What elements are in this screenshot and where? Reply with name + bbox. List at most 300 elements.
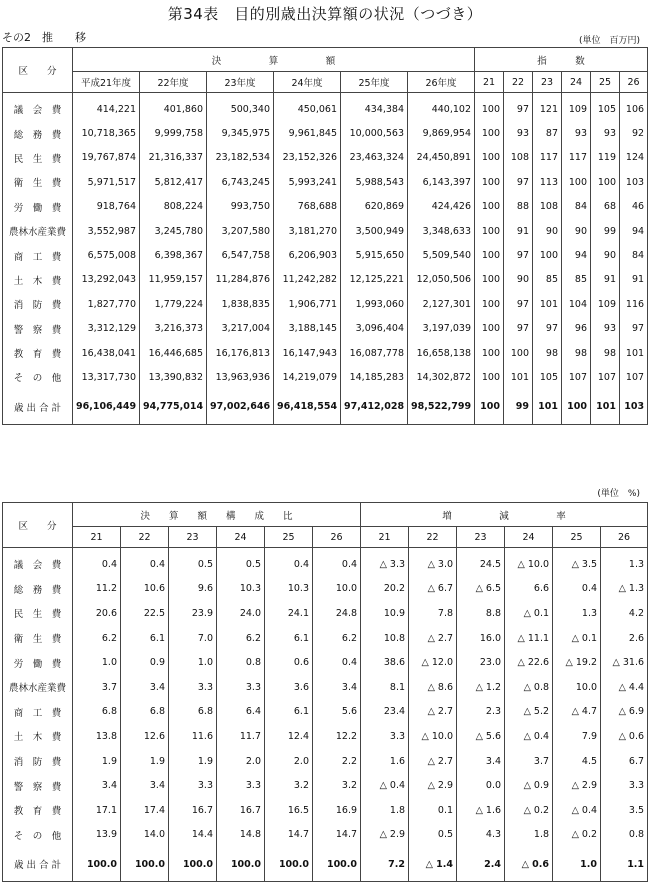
data-cell: 85: [533, 268, 562, 292]
column-header: 21: [73, 527, 121, 548]
data-cell: 3,188,145: [274, 317, 341, 341]
total-row: [3, 390, 648, 425]
data-cell: 98: [591, 341, 620, 365]
row-label: 土 木 費: [3, 724, 73, 749]
data-cell: 3,197,039: [408, 317, 475, 341]
data-cell: 121: [533, 93, 562, 122]
data-cell: 0.5: [217, 548, 265, 577]
data-cell: 434,384: [341, 93, 408, 122]
table-row: [3, 650, 648, 675]
data-cell: 90: [504, 268, 533, 292]
data-cell: 1.0: [73, 650, 121, 675]
data-cell: 14.4: [169, 823, 217, 848]
column-header: 23: [169, 527, 217, 548]
data-cell: 10.8: [361, 626, 409, 651]
amount-group-header: 決 算 額: [73, 48, 475, 72]
data-cell: △ 0.4: [553, 798, 601, 823]
data-cell: 94: [562, 243, 591, 267]
data-cell: 6,143,397: [408, 170, 475, 194]
data-cell: 3,552,987: [73, 219, 140, 243]
data-cell: 100: [475, 317, 504, 341]
data-cell: 6.2: [217, 626, 265, 651]
data-cell: 103: [620, 390, 648, 425]
data-cell: 107: [591, 365, 620, 389]
data-cell: 108: [533, 195, 562, 219]
data-cell: △ 1.2: [457, 675, 505, 700]
data-cell: 14.8: [217, 823, 265, 848]
data-cell: 7.9: [553, 724, 601, 749]
row-label: 消 防 費: [3, 292, 73, 316]
data-cell: 98,522,799: [408, 390, 475, 425]
data-cell: 3.2: [313, 773, 361, 798]
kubun-header: 区 分: [3, 503, 73, 548]
data-cell: 94: [620, 219, 648, 243]
row-label: 消 防 費: [3, 749, 73, 774]
data-cell: 0.5: [169, 548, 217, 577]
row-label: 総 務 費: [3, 121, 73, 145]
data-cell: 105: [591, 93, 620, 122]
data-cell: 3.3: [169, 675, 217, 700]
row-label: 農林水産業費: [3, 219, 73, 243]
data-cell: 3,312,129: [73, 317, 140, 341]
data-cell: 21,316,337: [140, 146, 207, 170]
data-cell: 1,906,771: [274, 292, 341, 316]
data-cell: 6,547,758: [207, 243, 274, 267]
data-cell: △ 0.4: [361, 773, 409, 798]
table-row: [3, 341, 648, 365]
column-header: 25: [265, 527, 313, 548]
data-cell: 3,217,004: [207, 317, 274, 341]
data-cell: 97: [504, 243, 533, 267]
data-cell: 1.9: [169, 749, 217, 774]
data-cell: 6,398,367: [140, 243, 207, 267]
data-cell: 23,182,534: [207, 146, 274, 170]
data-cell: △ 4.4: [601, 675, 648, 700]
table-row: [3, 601, 648, 626]
data-cell: 3.4: [121, 675, 169, 700]
table-row: [3, 823, 648, 848]
data-cell: 0.4: [73, 548, 121, 577]
table-row: [3, 749, 648, 774]
table-row: [3, 93, 648, 122]
data-cell: △ 0.6: [601, 724, 648, 749]
table-row: [3, 292, 648, 316]
row-label: 議 会 費: [3, 93, 73, 122]
data-cell: 12,050,506: [408, 268, 475, 292]
data-cell: 100: [475, 146, 504, 170]
data-cell: 6.1: [121, 626, 169, 651]
data-cell: 106: [620, 93, 648, 122]
row-label: 衛 生 費: [3, 170, 73, 194]
column-header: 平成21年度: [73, 72, 140, 93]
data-cell: 100: [475, 365, 504, 389]
data-cell: 6.8: [121, 700, 169, 725]
data-cell: 3,216,373: [140, 317, 207, 341]
data-cell: 101: [591, 390, 620, 425]
data-cell: 23.9: [169, 601, 217, 626]
change-group-header: 増 減 率: [361, 503, 648, 527]
data-cell: 3.4: [121, 773, 169, 798]
row-label: 教 育 費: [3, 798, 73, 823]
data-cell: 101: [620, 341, 648, 365]
data-cell: 3,207,580: [207, 219, 274, 243]
data-cell: △ 2.7: [409, 626, 457, 651]
data-cell: 7.2: [361, 847, 409, 882]
data-cell: 109: [562, 93, 591, 122]
data-cell: 16,147,943: [274, 341, 341, 365]
data-cell: 98: [533, 341, 562, 365]
total-row: [3, 847, 648, 882]
data-cell: 4.2: [601, 601, 648, 626]
data-cell: 0.4: [121, 548, 169, 577]
data-cell: 105: [533, 365, 562, 389]
data-cell: 16,087,778: [341, 341, 408, 365]
data-cell: 0.0: [457, 773, 505, 798]
data-cell: 3,245,780: [140, 219, 207, 243]
data-cell: 23,463,324: [341, 146, 408, 170]
data-cell: 8.8: [457, 601, 505, 626]
data-cell: 4.5: [553, 749, 601, 774]
data-cell: 3.3: [217, 675, 265, 700]
data-cell: 103: [620, 170, 648, 194]
data-cell: 3.3: [601, 773, 648, 798]
data-cell: 1.0: [553, 847, 601, 882]
data-cell: 97,002,646: [207, 390, 274, 425]
data-cell: 11.6: [169, 724, 217, 749]
data-cell: 6.6: [505, 577, 553, 602]
data-cell: 93: [504, 121, 533, 145]
data-cell: △ 0.1: [505, 601, 553, 626]
table-row: [3, 724, 648, 749]
data-cell: 97: [504, 292, 533, 316]
column-header: 23: [533, 72, 562, 93]
page-title: 第34表 目的別歳出決算額の状況（つづき）: [167, 5, 483, 23]
data-cell: △ 31.6: [601, 650, 648, 675]
data-cell: 91: [591, 268, 620, 292]
data-cell: 12.6: [121, 724, 169, 749]
column-header: 23年度: [207, 72, 274, 93]
data-cell: 107: [620, 365, 648, 389]
data-cell: 3,348,633: [408, 219, 475, 243]
data-cell: △ 5.6: [457, 724, 505, 749]
data-cell: 97: [504, 93, 533, 122]
data-cell: 5,971,517: [73, 170, 140, 194]
data-cell: 12,125,221: [341, 268, 408, 292]
data-cell: △ 4.7: [553, 700, 601, 725]
data-cell: 16,658,138: [408, 341, 475, 365]
data-cell: 1.1: [601, 847, 648, 882]
table-row: [3, 268, 648, 292]
column-header: 22: [121, 527, 169, 548]
column-header: 22: [504, 72, 533, 93]
data-cell: 119: [591, 146, 620, 170]
data-cell: 13.9: [73, 823, 121, 848]
data-cell: 92: [620, 121, 648, 145]
data-cell: 84: [620, 243, 648, 267]
column-header: 21: [361, 527, 409, 548]
data-cell: 3.3: [169, 773, 217, 798]
data-cell: △ 5.2: [505, 700, 553, 725]
data-cell: 5,915,650: [341, 243, 408, 267]
table-row: [3, 365, 648, 389]
data-cell: △ 10.0: [409, 724, 457, 749]
data-cell: 12.2: [313, 724, 361, 749]
row-label: 歳 出 合 計: [3, 390, 73, 425]
data-cell: 9,999,758: [140, 121, 207, 145]
data-cell: 100.0: [169, 847, 217, 882]
data-cell: 2.6: [601, 626, 648, 651]
data-cell: 93: [591, 317, 620, 341]
column-header: 22年度: [140, 72, 207, 93]
data-cell: 6.8: [169, 700, 217, 725]
data-cell: 3.2: [265, 773, 313, 798]
row-label: 土 木 費: [3, 268, 73, 292]
data-cell: 8.1: [361, 675, 409, 700]
data-cell: 16,438,041: [73, 341, 140, 365]
data-cell: 104: [562, 292, 591, 316]
data-cell: 6.2: [73, 626, 121, 651]
data-cell: △ 0.4: [505, 724, 553, 749]
data-cell: 500,340: [207, 93, 274, 122]
row-label: 労 働 費: [3, 650, 73, 675]
table-row: [3, 773, 648, 798]
data-cell: 100: [562, 170, 591, 194]
data-cell: 3,096,404: [341, 317, 408, 341]
row-label: 民 生 費: [3, 146, 73, 170]
row-label: 商 工 費: [3, 243, 73, 267]
data-cell: 5,509,540: [408, 243, 475, 267]
data-cell: 918,764: [73, 195, 140, 219]
data-cell: 1.8: [361, 798, 409, 823]
row-label: そ の 他: [3, 823, 73, 848]
data-cell: 14,185,283: [341, 365, 408, 389]
data-cell: 17.1: [73, 798, 121, 823]
data-cell: 101: [533, 390, 562, 425]
data-cell: 94,775,014: [140, 390, 207, 425]
column-header: 24年度: [274, 72, 341, 93]
data-cell: 424,426: [408, 195, 475, 219]
data-cell: 6.1: [265, 700, 313, 725]
data-cell: 97,412,028: [341, 390, 408, 425]
data-cell: 1.6: [361, 749, 409, 774]
data-cell: 16.5: [265, 798, 313, 823]
data-cell: 96,418,554: [274, 390, 341, 425]
data-cell: 11,284,876: [207, 268, 274, 292]
row-label: 警 察 費: [3, 317, 73, 341]
column-header: 26: [313, 527, 361, 548]
data-cell: 90: [591, 243, 620, 267]
data-cell: 100: [475, 219, 504, 243]
data-cell: 1.3: [601, 548, 648, 577]
table-row: [3, 548, 648, 577]
data-cell: △ 12.0: [409, 650, 457, 675]
data-cell: 3.7: [73, 675, 121, 700]
data-cell: △ 10.0: [505, 548, 553, 577]
row-label: 労 働 費: [3, 195, 73, 219]
data-cell: △ 6.7: [409, 577, 457, 602]
data-cell: 5,988,543: [341, 170, 408, 194]
composition-change-table: [2, 502, 648, 882]
data-cell: 24.1: [265, 601, 313, 626]
data-cell: 13,317,730: [73, 365, 140, 389]
data-cell: 450,061: [274, 93, 341, 122]
data-cell: 97: [504, 317, 533, 341]
column-header: 24: [505, 527, 553, 548]
data-cell: 13.8: [73, 724, 121, 749]
data-cell: 107: [562, 365, 591, 389]
column-header: 26: [601, 527, 648, 548]
data-cell: 90: [562, 219, 591, 243]
data-cell: △ 0.2: [505, 798, 553, 823]
data-cell: 1.0: [169, 650, 217, 675]
table2-unit-label: (単位 %): [597, 489, 640, 499]
data-cell: 0.9: [121, 650, 169, 675]
table-row: [3, 146, 648, 170]
column-header: 23: [457, 527, 505, 548]
data-cell: 91: [504, 219, 533, 243]
data-cell: 2,127,301: [408, 292, 475, 316]
column-header: 25: [553, 527, 601, 548]
data-cell: 98: [562, 341, 591, 365]
data-cell: 100.0: [265, 847, 313, 882]
data-cell: 1.3: [553, 601, 601, 626]
data-cell: 1,838,835: [207, 292, 274, 316]
table-row: [3, 675, 648, 700]
data-cell: 14.7: [313, 823, 361, 848]
data-cell: 9.6: [169, 577, 217, 602]
row-label: そ の 他: [3, 365, 73, 389]
data-cell: 13,963,936: [207, 365, 274, 389]
data-cell: △ 0.1: [553, 626, 601, 651]
row-label: 警 察 費: [3, 773, 73, 798]
data-cell: 5,812,417: [140, 170, 207, 194]
data-cell: 23.4: [361, 700, 409, 725]
table-row: [3, 577, 648, 602]
data-cell: 2.2: [313, 749, 361, 774]
data-cell: 0.8: [217, 650, 265, 675]
data-cell: 100: [475, 195, 504, 219]
data-cell: 6.4: [217, 700, 265, 725]
data-cell: 100: [475, 121, 504, 145]
data-cell: 1,827,770: [73, 292, 140, 316]
data-cell: 93: [591, 121, 620, 145]
column-header: 26年度: [408, 72, 475, 93]
data-cell: 11,959,157: [140, 268, 207, 292]
row-label: 衛 生 費: [3, 626, 73, 651]
data-cell: 3.4: [457, 749, 505, 774]
data-cell: 100: [475, 170, 504, 194]
table-row: [3, 626, 648, 651]
data-cell: 38.6: [361, 650, 409, 675]
data-cell: 2.0: [217, 749, 265, 774]
data-cell: 1,993,060: [341, 292, 408, 316]
data-cell: 108: [504, 146, 533, 170]
data-cell: 4.3: [457, 823, 505, 848]
data-cell: 14.0: [121, 823, 169, 848]
data-cell: 46: [620, 195, 648, 219]
data-cell: 101: [504, 365, 533, 389]
table-row: [3, 317, 648, 341]
data-cell: △ 1.6: [457, 798, 505, 823]
column-header: 24: [217, 527, 265, 548]
table-row: [3, 195, 648, 219]
data-cell: 100.0: [217, 847, 265, 882]
data-cell: 414,221: [73, 93, 140, 122]
data-cell: 6.7: [601, 749, 648, 774]
data-cell: 113: [533, 170, 562, 194]
data-cell: 0.4: [313, 548, 361, 577]
column-header: 21: [475, 72, 504, 93]
data-cell: 10,000,563: [341, 121, 408, 145]
data-cell: 3.4: [73, 773, 121, 798]
data-cell: 1,779,224: [140, 292, 207, 316]
data-cell: 3.4: [313, 675, 361, 700]
data-cell: 10.0: [553, 675, 601, 700]
row-label: 商 工 費: [3, 700, 73, 725]
data-cell: 100: [475, 341, 504, 365]
data-cell: 117: [533, 146, 562, 170]
data-cell: 16.7: [217, 798, 265, 823]
data-cell: 10.6: [121, 577, 169, 602]
data-cell: 23,152,326: [274, 146, 341, 170]
column-header: 24: [562, 72, 591, 93]
table-row: [3, 170, 648, 194]
data-cell: 99: [504, 390, 533, 425]
data-cell: △ 2.9: [553, 773, 601, 798]
data-cell: 0.4: [313, 650, 361, 675]
data-cell: 0.8: [601, 823, 648, 848]
ratio-group-header: 決 算 額 構 成 比: [73, 503, 361, 527]
data-cell: 10.3: [265, 577, 313, 602]
data-cell: 16.7: [169, 798, 217, 823]
data-cell: 100: [504, 341, 533, 365]
data-cell: 1.8: [505, 823, 553, 848]
data-cell: 6,575,008: [73, 243, 140, 267]
data-cell: △ 6.5: [457, 577, 505, 602]
row-label: 歳 出 合 計: [3, 847, 73, 882]
data-cell: 17.4: [121, 798, 169, 823]
data-cell: 97: [533, 317, 562, 341]
data-cell: 99: [591, 219, 620, 243]
data-cell: 11,242,282: [274, 268, 341, 292]
data-cell: 0.4: [553, 577, 601, 602]
data-cell: 768,688: [274, 195, 341, 219]
data-cell: 23.0: [457, 650, 505, 675]
data-cell: 11.7: [217, 724, 265, 749]
data-cell: 24.5: [457, 548, 505, 577]
data-cell: △ 2.9: [409, 773, 457, 798]
data-cell: 9,961,845: [274, 121, 341, 145]
data-cell: 9,345,975: [207, 121, 274, 145]
data-cell: 116: [620, 292, 648, 316]
data-cell: △ 3.5: [553, 548, 601, 577]
column-header: 22: [409, 527, 457, 548]
data-cell: 117: [562, 146, 591, 170]
data-cell: 14,302,872: [408, 365, 475, 389]
data-cell: 2.0: [265, 749, 313, 774]
data-cell: 0.5: [409, 823, 457, 848]
data-cell: 12.4: [265, 724, 313, 749]
data-cell: 68: [591, 195, 620, 219]
data-cell: 100: [475, 93, 504, 122]
data-cell: 88: [504, 195, 533, 219]
table-row: [3, 243, 648, 267]
data-cell: 3,500,949: [341, 219, 408, 243]
data-cell: 808,224: [140, 195, 207, 219]
data-cell: △ 22.6: [505, 650, 553, 675]
data-cell: 10,718,365: [73, 121, 140, 145]
data-cell: 93: [562, 121, 591, 145]
